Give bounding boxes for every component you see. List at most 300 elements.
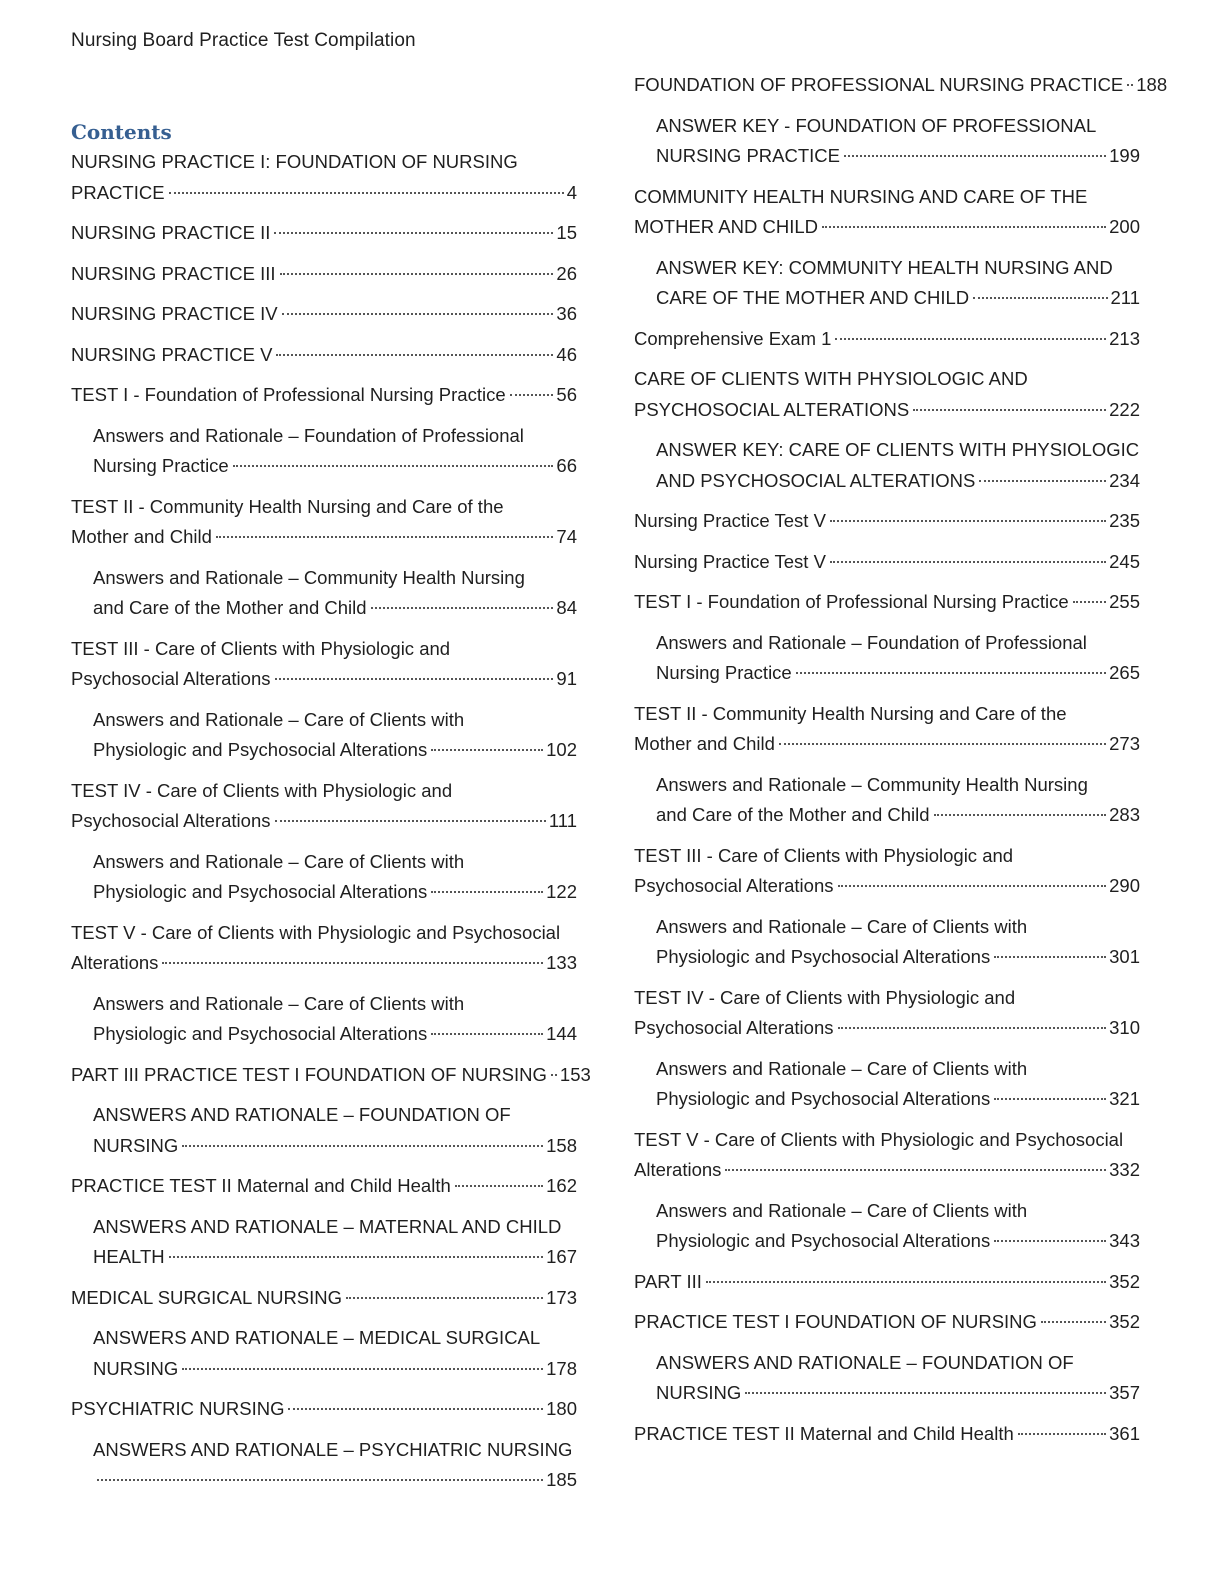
- toc-entry[interactable]: [634, 1125, 1140, 1186]
- toc-page-number: 74: [556, 526, 577, 547]
- contents-heading: Contents: [71, 120, 172, 144]
- dot-leader: [838, 885, 1107, 887]
- toc-entry-link[interactable]: [634, 699, 1140, 760]
- toc-entry-link[interactable]: [93, 1212, 577, 1273]
- toc-entry[interactable]: [71, 1323, 577, 1384]
- toc-entry[interactable]: [71, 776, 577, 837]
- toc-page-number: 234: [1109, 469, 1140, 491]
- toc-entry-title: PRACTICE TEST II Maternal and Child Health: [71, 1175, 451, 1196]
- toc-entry[interactable]: [634, 182, 1140, 243]
- toc-page-number: 265: [1109, 662, 1140, 683]
- toc-entry-title-line1: TEST II - Community Health Nursing and Care of the: [71, 495, 504, 517]
- toc-entry-title-line2: [93, 735, 577, 766]
- toc-entry-link[interactable]: [634, 70, 1168, 101]
- dot-leader: [162, 962, 543, 964]
- toc-page-number: 15: [556, 222, 577, 243]
- toc-entry-link[interactable]: [634, 1267, 1140, 1298]
- toc-entry[interactable]: [71, 705, 577, 766]
- toc-entry[interactable]: [71, 218, 577, 249]
- toc-entry-title-line1: Answers and Rationale – Community Health Nursing: [656, 773, 1088, 795]
- toc-entry-title-line2: [93, 1242, 577, 1273]
- toc-entry-title-line2: [656, 1084, 1140, 1115]
- toc-entry-title-line2: [71, 259, 577, 290]
- toc-entry[interactable]: [634, 587, 1140, 618]
- toc-entry[interactable]: [634, 912, 1140, 973]
- toc-entry-title-line2: [634, 1267, 1140, 1298]
- toc-entry[interactable]: [634, 1419, 1140, 1450]
- toc-entry-link[interactable]: [634, 324, 1140, 355]
- dot-leader: [431, 749, 543, 751]
- toc-entry-title: NURSING: [656, 1382, 742, 1403]
- toc-entry-title-line2: [93, 1465, 577, 1496]
- toc-right-column: [634, 70, 1168, 1459]
- toc-entry-link[interactable]: [71, 218, 577, 249]
- toc-page-number: 200: [1109, 216, 1140, 237]
- toc-entry[interactable]: [634, 70, 1168, 101]
- toc-entry-title-line2: [71, 178, 577, 209]
- toc-entry-title-line2: [93, 877, 577, 908]
- toc-entry-title: PRACTICE: [71, 181, 165, 203]
- dot-leader: [934, 814, 1107, 816]
- toc-entry-link[interactable]: [93, 847, 577, 908]
- toc-entry-title-line2: [634, 1419, 1140, 1450]
- toc-entry[interactable]: [71, 1171, 577, 1202]
- toc-entry-link[interactable]: [71, 634, 577, 695]
- toc-entry[interactable]: [71, 147, 577, 208]
- toc-entry-title-line1: ANSWER KEY - FOUNDATION OF PROFESSIONAL: [656, 114, 1097, 136]
- toc-page-number: 122: [546, 881, 577, 902]
- toc-entry-link[interactable]: [634, 1307, 1140, 1338]
- toc-entry-title: PSYCHOSOCIAL ALTERATIONS: [634, 398, 910, 420]
- dot-leader: [274, 232, 553, 234]
- toc-entry-title-line2: [71, 522, 577, 553]
- dot-leader: [275, 678, 554, 680]
- toc-entry[interactable]: [634, 628, 1140, 689]
- toc-entry-link[interactable]: [93, 1100, 577, 1161]
- toc-entry[interactable]: [71, 1283, 577, 1314]
- toc-entry-title-line2: [71, 1283, 577, 1314]
- toc-page-number: 352: [1109, 1270, 1140, 1292]
- toc-entry-title-line1: ANSWER KEY: COMMUNITY HEALTH NURSING AND: [656, 256, 1113, 278]
- toc-entry[interactable]: [71, 918, 577, 979]
- toc-page-number: 180: [546, 1398, 577, 1419]
- toc-entry-title: Nursing Practice: [93, 455, 229, 476]
- toc-entry-link[interactable]: [71, 380, 577, 411]
- toc-page-number: 273: [1109, 733, 1140, 754]
- toc-page-number: 158: [546, 1134, 577, 1156]
- toc-entry-link[interactable]: [656, 1054, 1140, 1115]
- toc-entry-link[interactable]: [634, 983, 1140, 1044]
- toc-page-number: 255: [1109, 591, 1140, 612]
- toc-page-number: 36: [556, 303, 577, 324]
- dot-leader: [830, 561, 1106, 563]
- toc-page-number: 211: [1110, 287, 1140, 308]
- toc-page-number: 178: [546, 1357, 577, 1379]
- toc-entry-title-line1: TEST II - Community Health Nursing and Care of the: [634, 702, 1067, 724]
- toc-entry[interactable]: [634, 435, 1140, 496]
- toc-list-right: [634, 70, 1168, 1449]
- toc-entry[interactable]: [634, 841, 1140, 902]
- toc-entry-title-line2: [656, 141, 1140, 172]
- toc-entry-title-line2: [656, 800, 1140, 831]
- toc-entry-link[interactable]: [71, 299, 577, 330]
- dot-leader: [706, 1281, 1106, 1283]
- toc-entry-title: Physiologic and Psychosocial Alterations: [656, 1230, 991, 1251]
- toc-entry[interactable]: [634, 1267, 1140, 1298]
- toc-entry-title-line1: TEST III - Care of Clients with Physiologic and: [634, 844, 1014, 866]
- toc-entry[interactable]: [634, 1307, 1140, 1338]
- toc-entry[interactable]: [634, 699, 1140, 760]
- toc-page-number: 343: [1109, 1230, 1140, 1251]
- toc-entry-link[interactable]: [71, 1060, 591, 1091]
- toc-entry-link[interactable]: [93, 563, 577, 624]
- toc-entry-title: TEST I - Foundation of Professional Nursing Practice: [71, 384, 506, 405]
- toc-entry-link[interactable]: [656, 1348, 1140, 1409]
- toc-entry-title-line2: [93, 593, 577, 624]
- dot-leader: [844, 155, 1106, 157]
- dot-leader: [745, 1392, 1106, 1394]
- toc-entry[interactable]: [71, 989, 577, 1050]
- toc-entry-link[interactable]: [634, 1419, 1140, 1450]
- toc-entry-title: PSYCHIATRIC NURSING: [71, 1398, 285, 1419]
- toc-entry-link[interactable]: [634, 547, 1140, 578]
- toc-entry[interactable]: [71, 421, 577, 482]
- toc-entry[interactable]: [634, 364, 1140, 425]
- toc-page-number: 185: [546, 1469, 577, 1490]
- toc-entry-title: and Care of the Mother and Child: [656, 804, 930, 825]
- toc-entry-link[interactable]: [656, 770, 1140, 831]
- dot-leader: [725, 1169, 1106, 1171]
- toc-entry-title-line2: [634, 1307, 1140, 1338]
- toc-entry-title-line1: ANSWERS AND RATIONALE – PSYCHIATRIC NURSING: [93, 1438, 573, 1460]
- toc-entry-title: Mother and Child: [71, 526, 212, 547]
- toc-entry-title-line1: Answers and Rationale – Foundation of Professional: [93, 424, 524, 446]
- toc-page-number: 357: [1109, 1382, 1140, 1403]
- toc-entry[interactable]: [634, 1348, 1140, 1409]
- toc-entry-title-line2: [656, 466, 1140, 497]
- toc-entry-title-line2: [656, 1378, 1140, 1409]
- toc-list-left: [71, 147, 591, 1496]
- dot-leader: [1073, 601, 1107, 603]
- toc-entry-title-line1: TEST V - Care of Clients with Physiologic and Psychosocial: [634, 1128, 1124, 1150]
- toc-entry-title: Psychosocial Alterations: [71, 668, 271, 689]
- toc-entry-title: MOTHER AND CHILD: [634, 216, 818, 237]
- toc-entry-title-line2: [93, 1354, 577, 1385]
- toc-entry-title-line2: [71, 1171, 577, 1202]
- toc-page-number: 199: [1109, 145, 1140, 166]
- toc-page-number: 301: [1109, 946, 1140, 967]
- toc-entry-title: Psychosocial Alterations: [634, 875, 834, 896]
- toc-entry-link[interactable]: [634, 587, 1140, 618]
- toc-entry-title: NURSING PRACTICE V: [71, 343, 273, 365]
- toc-entry[interactable]: [71, 492, 577, 553]
- dot-leader: [994, 1098, 1106, 1100]
- toc-entry-title-line2: [71, 1060, 591, 1091]
- toc-entry-title: NURSING PRACTICE: [656, 145, 840, 166]
- toc-entry-title-line1: Answers and Rationale – Care of Clients with: [656, 915, 1028, 937]
- toc-entry-title: NURSING PRACTICE IV: [71, 303, 278, 324]
- dot-leader: [169, 192, 564, 194]
- toc-page-number: 144: [546, 1023, 577, 1044]
- toc-entry[interactable]: [71, 1060, 591, 1091]
- toc-entry-title-line1: Answers and Rationale – Care of Clients with: [656, 1057, 1028, 1079]
- toc-entry-title-line2: [71, 218, 577, 249]
- toc-entry-link[interactable]: [93, 705, 577, 766]
- toc-entry[interactable]: [634, 983, 1140, 1044]
- toc-entry-link[interactable]: [71, 1394, 577, 1425]
- toc-page-number: 4: [566, 181, 577, 203]
- toc-entry-title-line2: [634, 547, 1140, 578]
- toc-entry-title-line2: [93, 451, 577, 482]
- toc-entry-title-line2: [71, 948, 577, 979]
- toc-entry-link[interactable]: [71, 340, 577, 371]
- toc-entry[interactable]: [71, 563, 577, 624]
- toc-page-number: 153: [559, 1063, 591, 1085]
- dot-leader: [979, 480, 1106, 482]
- toc-entry-link[interactable]: [93, 1323, 577, 1384]
- toc-page-number: 133: [546, 952, 577, 973]
- toc-entry-link[interactable]: [656, 253, 1140, 314]
- toc-entry-title-line2: [634, 70, 1168, 101]
- toc-entry[interactable]: [634, 506, 1140, 537]
- toc-entry-link[interactable]: [71, 918, 577, 979]
- toc-entry-title-line2: [71, 664, 577, 695]
- toc-entry-title: and Care of the Mother and Child: [93, 597, 367, 618]
- toc-page-number: 321: [1109, 1088, 1140, 1109]
- toc-entry-title-line1: TEST III - Care of Clients with Physiologic and: [71, 637, 451, 659]
- toc-entry-link[interactable]: [634, 1125, 1140, 1186]
- toc-entry-title-line1: TEST IV - Care of Clients with Physiologic and: [634, 986, 1016, 1008]
- toc-entry-link[interactable]: [656, 111, 1140, 172]
- toc-entry-title: Mother and Child: [634, 733, 775, 754]
- dot-leader: [830, 520, 1106, 522]
- toc-entry[interactable]: [71, 634, 577, 695]
- toc-entry-title: Comprehensive Exam 1: [634, 327, 832, 349]
- toc-entry[interactable]: [71, 847, 577, 908]
- toc-entry-title-line1: TEST IV - Care of Clients with Physiologic and: [71, 779, 453, 801]
- toc-entry-title-line2: [656, 942, 1140, 973]
- toc-entry-title-line2: [634, 587, 1140, 618]
- toc-entry-title: Alterations: [71, 952, 159, 973]
- toc-entry[interactable]: [634, 1196, 1140, 1257]
- toc-entry-title-line2: [93, 1019, 577, 1050]
- dot-leader: [551, 1074, 557, 1076]
- dot-leader: [280, 273, 554, 275]
- toc-page-number: 66: [556, 455, 577, 476]
- toc-page-number: 46: [556, 343, 577, 365]
- dot-leader: [835, 338, 1106, 340]
- toc-entry-title: NURSING: [93, 1134, 179, 1156]
- dot-leader: [994, 1240, 1106, 1242]
- toc-entry[interactable]: [71, 1394, 577, 1425]
- toc-entry-link[interactable]: [93, 421, 577, 482]
- toc-entry-title: PRACTICE TEST II Maternal and Child Health: [634, 1422, 1014, 1444]
- toc-entry-title-line1: TEST V - Care of Clients with Physiologic and Psychosocial: [71, 921, 561, 943]
- toc-entry-title: Physiologic and Psychosocial Alterations: [656, 1088, 991, 1109]
- dot-leader: [455, 1185, 543, 1187]
- toc-entry-title-line2: [656, 283, 1140, 314]
- toc-entry-title-line1: Answers and Rationale – Care of Clients with: [93, 708, 465, 730]
- toc-entry[interactable]: [634, 111, 1140, 172]
- toc-entry-title-line1: Answers and Rationale – Care of Clients with: [93, 850, 465, 872]
- dot-leader: [233, 465, 554, 467]
- toc-entry-title: NURSING PRACTICE III: [71, 262, 276, 284]
- toc-entry-title: Physiologic and Psychosocial Alterations: [656, 946, 991, 967]
- toc-entry-title-line2: [71, 806, 577, 837]
- toc-entry-title-line1: COMMUNITY HEALTH NURSING AND CARE OF THE: [634, 185, 1088, 207]
- toc-entry-title-line2: [634, 1013, 1140, 1044]
- toc-entry-title: Physiologic and Psychosocial Alterations: [93, 881, 428, 902]
- toc-entry-title: Psychosocial Alterations: [71, 810, 271, 831]
- dot-leader: [838, 1027, 1107, 1029]
- toc-entry[interactable]: [71, 1212, 577, 1273]
- toc-entry-link[interactable]: [93, 989, 577, 1050]
- toc-entry[interactable]: [71, 340, 577, 371]
- toc-entry-title-line2: [634, 395, 1140, 426]
- toc-entry[interactable]: [634, 1054, 1140, 1115]
- toc-entry-title-line2: [634, 1155, 1140, 1186]
- toc-entry-title: Nursing Practice Test V: [634, 550, 826, 572]
- toc-entry-title-line1: ANSWER KEY: CARE OF CLIENTS WITH PHYSIOLOGIC: [656, 439, 1140, 460]
- toc-entry-title-line1: CARE OF CLIENTS WITH PHYSIOLOGIC AND: [634, 368, 1028, 389]
- dot-leader: [371, 607, 554, 609]
- toc-page-number: 332: [1109, 1159, 1140, 1180]
- toc-page-number: 310: [1109, 1017, 1140, 1038]
- toc-entry-title-line2: [71, 299, 577, 330]
- toc-entry-link[interactable]: [71, 1171, 577, 1202]
- toc-page-number: 361: [1109, 1422, 1140, 1444]
- toc-entry[interactable]: [71, 299, 577, 330]
- toc-page-number: 91: [556, 668, 577, 689]
- dot-leader: [510, 394, 554, 396]
- toc-page-number: 235: [1109, 510, 1140, 531]
- toc-entry-link[interactable]: [634, 506, 1140, 537]
- toc-page-number: 84: [556, 597, 577, 618]
- toc-entry-link[interactable]: [634, 841, 1140, 902]
- dot-leader: [276, 354, 553, 356]
- toc-entry-title: HEALTH: [93, 1246, 165, 1267]
- dot-leader: [169, 1256, 544, 1258]
- dot-leader: [913, 409, 1106, 411]
- dot-leader: [182, 1145, 543, 1147]
- dot-leader: [796, 672, 1106, 674]
- toc-entry-title-line2: [634, 506, 1140, 537]
- toc-entry-title-line1: Answers and Rationale – Care of Clients with: [656, 1199, 1028, 1221]
- toc-entry-title-line2: [634, 324, 1140, 355]
- toc-entry-title-line2: [71, 1394, 577, 1425]
- toc-entry-link[interactable]: [71, 776, 577, 837]
- dot-leader: [275, 820, 546, 822]
- toc-entry-title: AND PSYCHOSOCIAL ALTERATIONS: [656, 469, 976, 491]
- toc-entry-title: Nursing Practice: [656, 662, 792, 683]
- toc-entry-title-line2: [634, 729, 1140, 760]
- dot-leader: [994, 956, 1106, 958]
- toc-entry-link[interactable]: [656, 628, 1140, 689]
- toc-entry[interactable]: [71, 1435, 577, 1496]
- toc-entry[interactable]: [634, 324, 1140, 355]
- toc-left-column: [71, 117, 591, 1506]
- toc-entry-title-line2: [656, 658, 1140, 689]
- toc-page-number: 56: [556, 384, 577, 405]
- toc-entry-link[interactable]: [71, 492, 577, 553]
- toc-page-number: 245: [1109, 550, 1140, 572]
- toc-entry-link[interactable]: [71, 147, 577, 208]
- toc-entry-title-line2: [71, 340, 577, 371]
- toc-entry-title: Alterations: [634, 1159, 722, 1180]
- toc-entry[interactable]: [634, 253, 1140, 314]
- toc-page-number: 102: [546, 739, 577, 760]
- dot-leader: [431, 1033, 543, 1035]
- toc-entry-link[interactable]: [656, 912, 1140, 973]
- toc-entry-title-line1: Answers and Rationale – Foundation of Professional: [656, 631, 1087, 653]
- toc-entry-title-line1: Answers and Rationale – Community Health Nursing: [93, 566, 525, 588]
- toc-entry[interactable]: [71, 259, 577, 290]
- toc-entry-title: PART III: [634, 1270, 702, 1292]
- toc-page-number: 352: [1109, 1311, 1140, 1332]
- toc-entry-link[interactable]: [634, 364, 1140, 425]
- toc-entry-title-line1: ANSWERS AND RATIONALE – FOUNDATION OF: [93, 1104, 511, 1125]
- toc-entry-title-line1: ANSWERS AND RATIONALE – MEDICAL SURGICAL: [93, 1327, 541, 1348]
- toc-entry-title: CARE OF THE MOTHER AND CHILD: [656, 287, 970, 308]
- toc-entry-title: PART III PRACTICE TEST I FOUNDATION OF NURSING: [71, 1063, 547, 1085]
- toc-entry-title: Physiologic and Psychosocial Alterations: [93, 739, 428, 760]
- toc-entry[interactable]: [71, 380, 577, 411]
- toc-page-number: 222: [1109, 398, 1140, 420]
- toc-entry-title: Nursing Practice Test V: [634, 510, 826, 531]
- dot-leader: [822, 226, 1106, 228]
- dot-leader: [431, 891, 543, 893]
- toc-entry-link[interactable]: [656, 435, 1140, 496]
- toc-page-number: 213: [1109, 327, 1140, 349]
- dot-leader: [973, 297, 1107, 299]
- dot-leader: [288, 1408, 543, 1410]
- toc-page-number: 188: [1136, 74, 1168, 95]
- dot-leader: [97, 1479, 543, 1481]
- toc-entry-title-line1: NURSING PRACTICE I: FOUNDATION OF NURSING: [71, 151, 518, 172]
- toc-entry-title: NURSING PRACTICE II: [71, 222, 271, 243]
- toc-entry-title-line1: Answers and Rationale – Care of Clients with: [93, 992, 465, 1014]
- toc-entry-title: PRACTICE TEST I FOUNDATION OF NURSING: [634, 1311, 1037, 1332]
- toc-entry-title-line2: [93, 1131, 577, 1162]
- toc-entry-link[interactable]: [71, 1283, 577, 1314]
- toc-entry-title-line2: [634, 212, 1140, 243]
- toc-entry-link[interactable]: [634, 182, 1140, 243]
- toc-page-number: 162: [546, 1175, 577, 1196]
- toc-entry-link[interactable]: [656, 1196, 1140, 1257]
- toc-entry-title: FOUNDATION OF PROFESSIONAL NURSING PRACTICE: [634, 74, 1124, 95]
- dot-leader: [1018, 1433, 1106, 1435]
- toc-entry-title-line2: [634, 871, 1140, 902]
- toc-entry-title: NURSING: [93, 1357, 179, 1379]
- toc-entry-title: Physiologic and Psychosocial Alterations: [93, 1023, 428, 1044]
- toc-entry[interactable]: [634, 547, 1140, 578]
- dot-leader: [216, 536, 554, 538]
- toc-entry[interactable]: [71, 1100, 577, 1161]
- toc-entry-title: MEDICAL SURGICAL NURSING: [71, 1286, 343, 1308]
- toc-entry-link[interactable]: [93, 1435, 577, 1496]
- toc-entry-title-line2: [71, 380, 577, 411]
- toc-page-number: 26: [556, 262, 577, 284]
- toc-entry[interactable]: [634, 770, 1140, 831]
- toc-entry-title-line1: ANSWERS AND RATIONALE – MATERNAL AND CHILD: [93, 1215, 562, 1237]
- dot-leader: [346, 1297, 543, 1299]
- toc-page-number: 167: [546, 1246, 577, 1267]
- toc-page-number: 283: [1109, 804, 1140, 825]
- dot-leader: [1041, 1321, 1106, 1323]
- toc-entry-link[interactable]: [71, 259, 577, 290]
- dot-leader: [282, 313, 554, 315]
- dot-leader: [779, 743, 1106, 745]
